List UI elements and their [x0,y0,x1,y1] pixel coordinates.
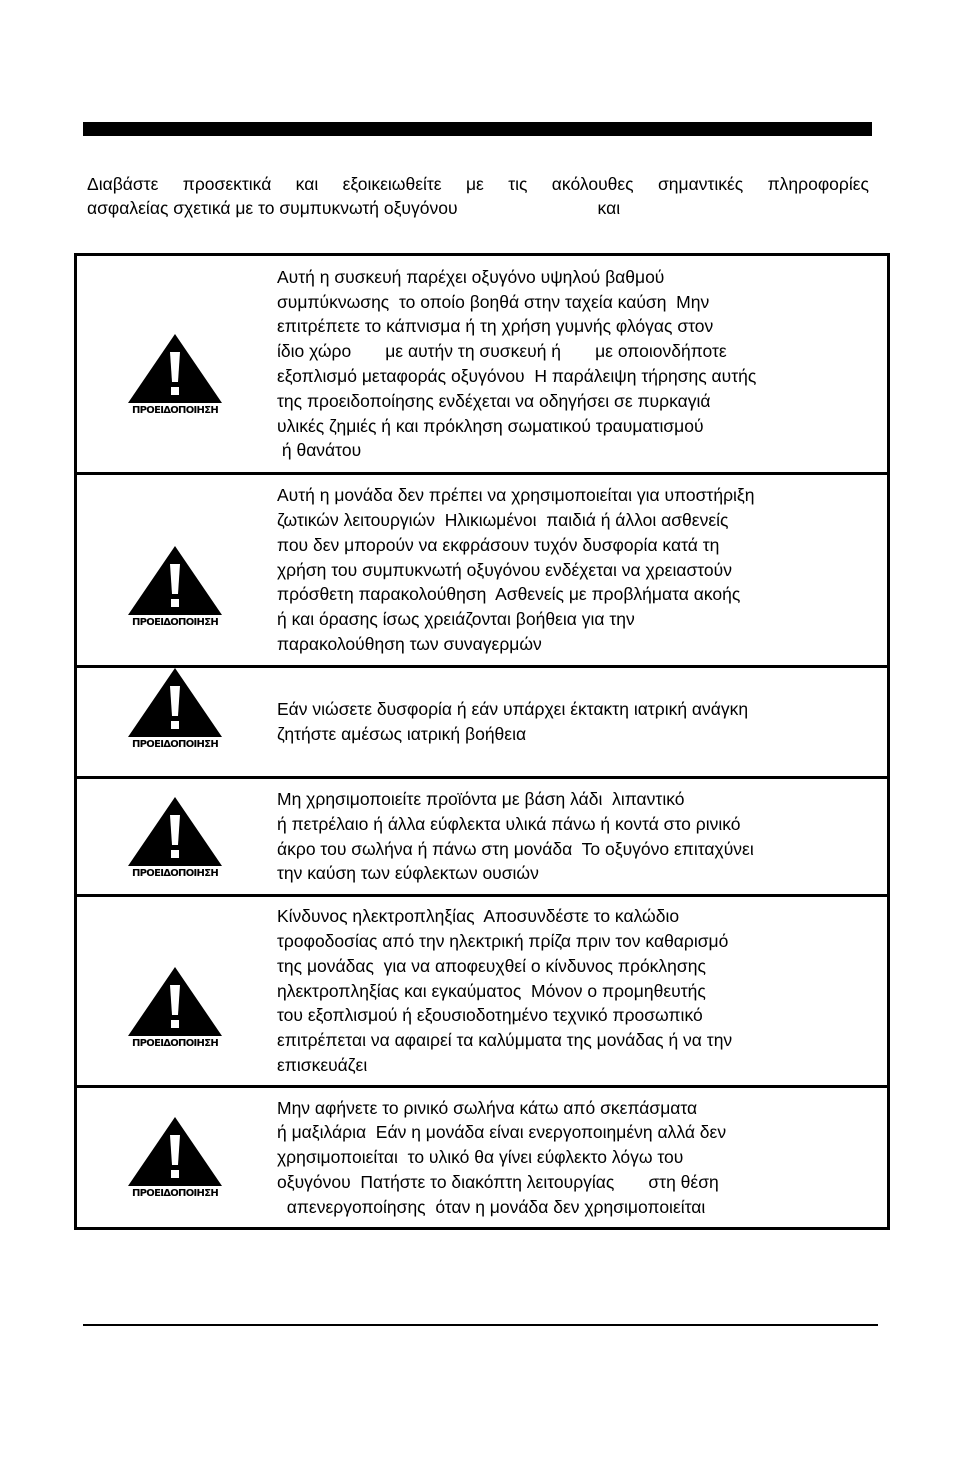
warning-symbol-cell [123,475,227,665]
warning-text-line: Μην αφήνετε το ρινικό σωλήνα κάτω από σκεπάσματα [277,1097,698,1118]
warning-text-line: επιτρέπετε το κάπνισμα ή τη χρήση γυμνής φλόγας στον [277,316,714,337]
warning-caption: ΠΡΟΕΙΔΟΠΟΙΗΣΗ [131,1037,219,1049]
warning-symbol-cell [123,897,227,1085]
warning-text-line: Αυτή η συσκευή παρέχει οξυγόνο υψηλού βαθμού [277,266,665,287]
warning-text [277,668,883,776]
warning-text-line: ή θανάτου [277,440,362,461]
warning-symbol-cell [123,779,227,894]
warning-text-line: επισκευάζει [277,1054,368,1075]
warning-text [277,256,883,472]
warning-text-line: ή πετρέλαιο ή άλλα εύφλεκτα υλικά πάνω ή κοντά στο ρινικό [277,813,741,834]
warning-text [277,475,883,665]
warning-text-line: οξυγόνου Πατήστε το διακόπτη λειτουργίας στη θέση [277,1171,719,1192]
warning-triangle-icon [125,666,225,751]
warning-symbol-cell [123,256,227,472]
warning-row [77,472,887,665]
warning-triangle-icon [125,1115,225,1200]
warning-text-line: απενεργοποίησης όταν η μονάδα δεν χρησιμοποιείται [277,1196,706,1217]
warning-triangle-icon [125,795,225,880]
warning-text-line: ηλεκτροπληξίας και εγκαύματος Μόνον ο προμηθευτής [277,980,706,1001]
warning-text-line: τροφοδοσίας από την ηλεκτρική πρίζα πριν τον καθαρισμό [277,931,729,951]
warning-text-line: εξοπλισμό μεταφοράς οξυγόνου Η παράλειψη τήρησης αυτής [277,366,757,386]
warning-row [77,665,887,776]
warning-text-line: ζητήστε αμέσως ιατρική βοήθεια [277,724,527,744]
warning-text-line: ή και όρασης ίσως χρειάζονται βοήθεια για την [277,609,635,630]
intro-line-2-part-2: και [597,198,621,218]
warnings-table [74,253,890,1230]
warning-caption: ΠΡΟΕΙΔΟΠΟΙΗΣΗ [131,404,219,416]
warning-text [277,897,883,1085]
warning-text-line: Μη χρησιμοποιείτε προϊόντα με βάση λάδι λιπαντικό [277,788,685,809]
warning-text [277,1088,883,1227]
warning-row [77,894,887,1085]
warning-text-line: συμπύκνωσης το οποίο βοηθά στην ταχεία καύση Μην [277,291,710,312]
warning-caption: ΠΡΟΕΙΔΟΠΟΙΗΣΗ [131,1188,219,1199]
intro-line-1: Διαβάστε προσεκτικά και εξοικειωθείτε με τις ακόλουθες σημαντικές πληροφορίες [87,174,869,194]
warning-text-line: ζωτικών λειτουργιών Ηλικιωμένοι παιδιά ή άλλοι ασθενείς [277,510,729,530]
warning-text-line: την καύση των εύφλεκτων ουσιών [277,863,539,884]
warning-text-line: επιτρέπεται να αφαιρεί τα καλύμματα της μονάδας ή να την [277,1030,733,1051]
warning-caption: ΠΡΟΕΙΔΟΠΟΙΗΣΗ [131,868,219,879]
warning-text [277,779,883,894]
warning-text-line: υλικές ζημιές ή και πρόκληση σωματικού τραυματισμού [277,415,704,436]
warning-text-line: Κίνδυνος ηλεκτροπληξίας Αποσυνδέστε το καλώδιο [277,906,680,927]
warning-row [77,776,887,894]
warning-text-line: ίδιο χώρο με αυτήν τη συσκευή ή με οποιονδήποτε [277,341,727,362]
warning-triangle-icon [125,332,225,417]
intro-line-2 [87,196,869,220]
warning-text-line: άκρο του σωλήνα ή πάνω στη μονάδα Το οξυγόνο επιταχύνει [277,838,754,859]
warning-text-line: Αυτή η μονάδα δεν πρέπει να χρησιμοποιείται για υποστήριξη [277,485,755,506]
warning-text-line: Εάν νιώσετε δυσφορία ή εάν υπάρχει έκτακτη ιατρική ανάγκη [277,699,749,720]
warning-text-line: χρησιμοποιείται το υλικό θα γίνει εύφλεκτο λόγω του [277,1147,684,1168]
warning-text-line: ή μαξιλάρια Εάν η μονάδα είναι ενεργοποιημένη αλλά δεν [277,1122,727,1143]
warning-triangle-icon [125,965,225,1050]
warning-symbol-cell [123,1088,227,1227]
intro-paragraph [87,172,869,220]
warning-text-line: πρόσθετη παρακολούθηση Ασθενείς με προβλήματα ακοής [277,584,741,605]
warning-row [77,1085,887,1227]
warning-text-line: που δεν μπορούν να εκφράσουν τυχόν δυσφορία κατά τη [277,534,720,555]
top-header-bar [83,122,872,136]
warning-text-line: παρακολούθηση των συναγερμών [277,633,542,654]
warning-text-line: της μονάδας για να αποφευχθεί ο κίνδυνος πρόκλησης [277,955,706,976]
warning-text-line: χρήση του συμπυκνωτή οξυγόνου ενδέχεται να χρειαστούν [277,559,732,580]
warning-caption: ΠΡΟΕΙΔΟΠΟΙΗΣΗ [131,738,219,750]
intro-line-2-part-1: ασφαλείας σχετικά με το συμπυκνωτή οξυγόνου [87,198,458,218]
warning-text-line: του εξοπλισμού ή εξουσιοδοτημένο τεχνικό προσωπικό [277,1005,703,1026]
footer-rule [83,1324,878,1326]
warning-row [77,256,887,472]
warning-caption: ΠΡΟΕΙΔΟΠΟΙΗΣΗ [131,616,219,628]
warning-symbol-cell [123,668,227,776]
warning-triangle-icon [125,544,225,629]
warning-text-line: της προειδοποίησης ενδέχεται να οδηγήσει σε πυρκαγιά [277,390,711,411]
